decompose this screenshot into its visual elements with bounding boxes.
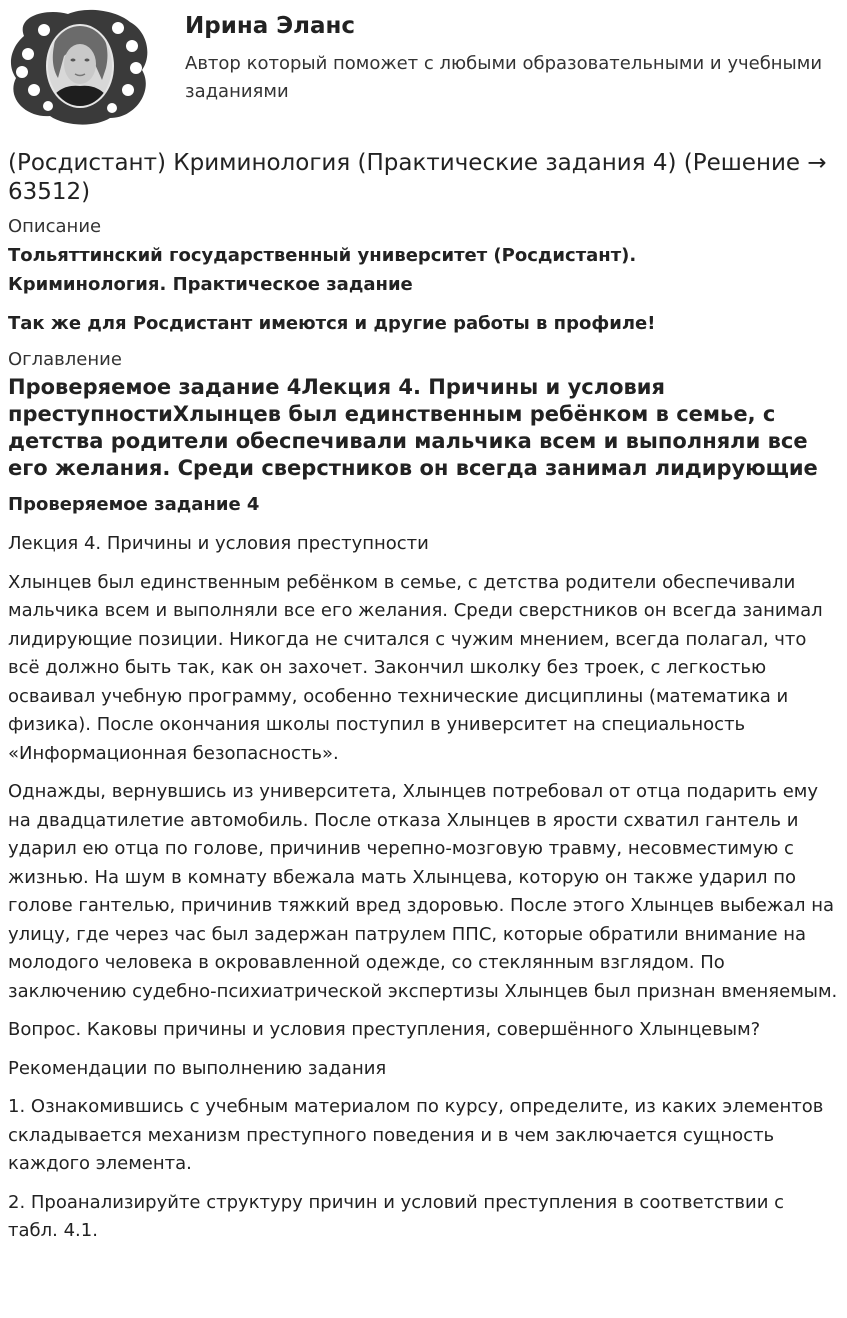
task-heading: Проверяемое задание 4 (8, 494, 260, 515)
toc-heading: Проверяемое задание 4Лекция 4. Причины и условия преступностиХлынцев был единственным ребёнком в семье, с детства родители обеспечивали мальчика всем и выполняли все его желания. Среди сверстников он всегда занимал лидирующие (8, 375, 818, 480)
film-reel-avatar-icon (6, 6, 154, 126)
case-paragraph: Хлынцев был единственным ребёнком в семье, с детства родители обеспечивали мальчика всем и выполняли все его желания. Среди сверстников он всегда занимал лидирующие позиции. Никогда не считался с чужим мнением, всегда полагал, что всё должно быть так, как он захочет. Закончил школку без троек, с легкостью осваивал учебную программу, особенно технические дисциплины (математика и физика). После окончания школы поступил в университет на специальность «Информационная безопасность». (8, 571, 823, 764)
description-label: Описание (8, 216, 102, 237)
author-description: Автор который поможет с любыми образовательными и учебными заданиями (185, 53, 823, 102)
author-header (0, 0, 847, 135)
recommendation-item: 2. Проанализируйте структуру причин и условий преступления в соответствии с табл. 4.1. (8, 1191, 785, 1241)
page-title: (Росдистант) Криминология (Практические задания 4) (Решение → 63512) (8, 150, 827, 205)
promo-text: Так же для Росдистант имеются и другие работы в профиле! (8, 313, 656, 334)
description-line: Тольяттинский государственный университет (Росдистант). (8, 245, 637, 266)
question-paragraph: Вопрос. Каковы причины и условия преступления, совершённого Хлынцевым? (8, 1019, 761, 1040)
recommendation-item: 1. Ознакомившись с учебным материалом по курсу, определите, из каких элементов складывается механизм преступного поведения и в чем заключается сущность каждого элемента. (8, 1096, 824, 1174)
case-paragraph: Однажды, вернувшись из университета, Хлынцев потребовал от отца подарить ему на двадцатилетие автомобиль. После отказа Хлынцев в ярости схватил гантель и ударил ею отца по голове, причинив черепно-мозговую травму, несовместимую с жизнью. На шум в комнату вбежала мать Хлынцева, которую он также ударил по голове гантелью, причинив тяжкий вред здоровью. После этого Хлынцев выбежал на улицу, где через час был задержан патрулем ППС, которые обратили внимание на молодого человека в окровавленной одежде, со стеклянным взглядом. По заключению судебно-психиатрической экспертизы Хлынцев был признан вменяемым. (8, 781, 838, 1002)
lecture-title: Лекция 4. Причины и условия преступности (8, 533, 429, 554)
author-name[interactable]: Ирина Эланс (185, 13, 356, 39)
author-avatar[interactable] (6, 6, 154, 126)
description-line: Криминология. Практическое задание (8, 274, 413, 295)
recommendations-heading: Рекомендации по выполнению задания (8, 1057, 387, 1079)
work-content (0, 149, 847, 1246)
toc-label: Оглавление (8, 349, 122, 370)
